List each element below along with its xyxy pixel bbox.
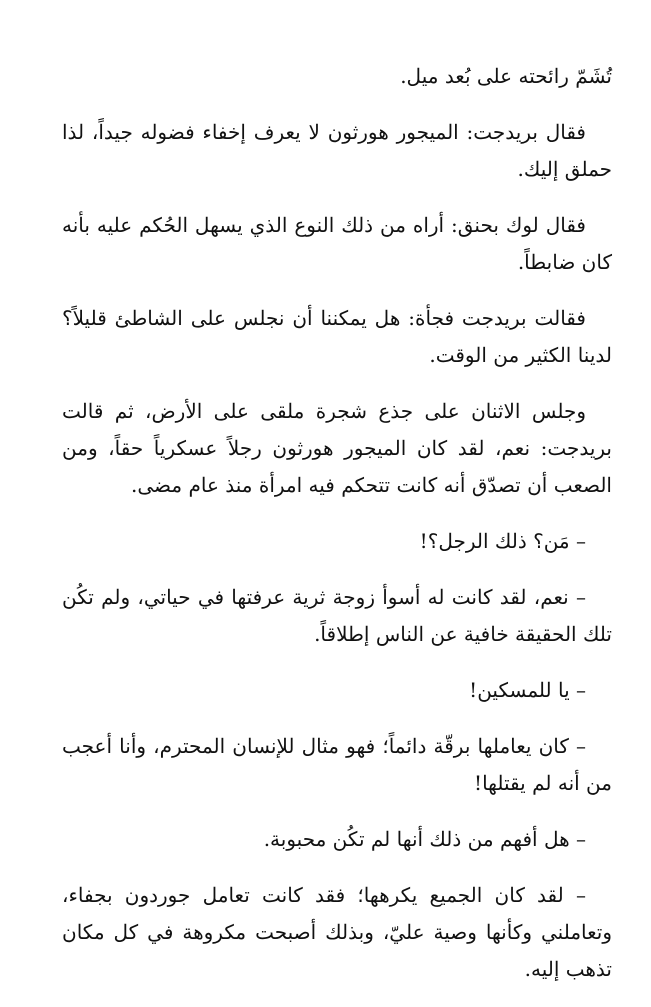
dialogue-line-5: – هل أفهم من ذلك أنها لم تكُن محبوبة. — [263, 827, 586, 851]
dialogue-line-2: – نعم، لقد كانت له أسوأ زوجة ثرية عرفتها في حياتي، ولم تكُن تلك الحقيقة خافية عن الناس إطلاقاً. — [62, 585, 612, 646]
paragraph-1: تُشَمّ رائحته على بُعد ميل. — [400, 64, 612, 88]
paragraph-5: وجلس الاثنان على جذع شجرة ملقى على الأرض، ثم قالت بريدجت: نعم، لقد كان الميجور هورثون رجلاً عسكرياً حقاً، ومن الصعب أن تصدّق أنه كانت تتحكم فيه امرأة منذ عام مضى. — [62, 399, 612, 497]
dialogue-line-1: – مَن؟ ذلك الرجل؟! — [419, 529, 586, 553]
paragraph-3: فقال لوك بحنق: أراه من ذلك النوع الذي يسهل الحُكم عليه بأنه كان ضابطاً. — [62, 213, 612, 274]
book-page — [62, 58, 612, 1007]
dialogue-line-4: – كان يعاملها برقّة دائماً؛ فهو مثال للإنسان المحترم، وأنا أعجب من أنه لم يقتلها! — [62, 734, 612, 795]
dialogue-line-6: – لقد كان الجميع يكرهها؛ فقد كانت تعامل جوردون بجفاء، وتعاملني وكأنها وصية عليّ، وبذلك أصبحت مكروهة في كل مكان تذهب إليه. — [62, 883, 612, 981]
paragraph-4: فقالت بريدجت فجأة: هل يمكننا أن نجلس على الشاطئ قليلاً؟ لدينا الكثير من الوقت. — [62, 306, 612, 367]
paragraph-2: فقال بريدجت: الميجور هورثون لا يعرف إخفاء فضوله جيداً، لذا حملق إليك. — [62, 120, 612, 181]
dialogue-line-3: – يا للمسكين! — [469, 678, 586, 702]
